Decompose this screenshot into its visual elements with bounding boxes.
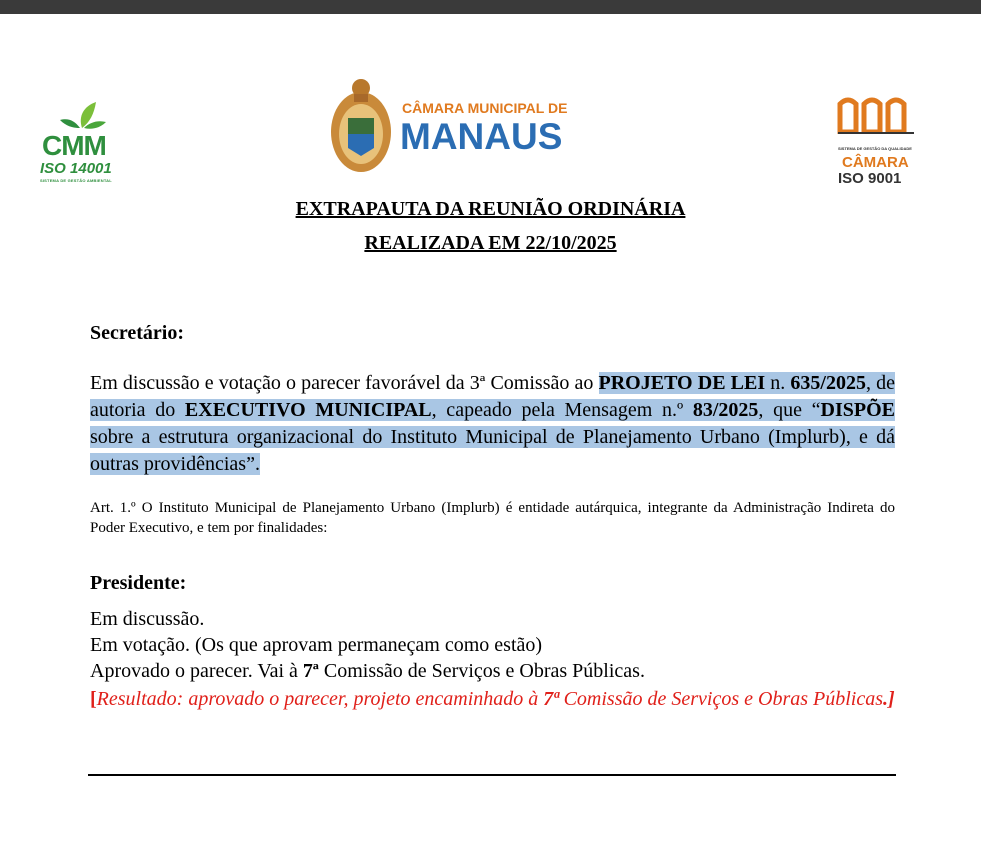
mensagem-number-text: 83/2025: [692, 399, 759, 421]
cmm-sub-text: SISTEMA DE GESTÃO AMBIENTAL: [40, 178, 112, 183]
bottom-divider: [88, 774, 896, 776]
camara-iso9001-logo: [836, 106, 922, 188]
document-page: [0, 14, 981, 851]
para-text-5: , que “: [758, 399, 821, 421]
para-text-2: n.: [765, 372, 791, 394]
article-text: Art. 1.º O Instituto Municipal de Planejamento Urbano (Implurb) é entidade autárquica, integrante da Administração Indireta do Poder Executivo, e tem por finalidades:: [90, 500, 895, 536]
presidente-lines: [90, 606, 895, 684]
para-text-1: Em discussão e votação o parecer favorável da 3ª Comissão ao: [90, 372, 599, 394]
result-commission-number: 7ª: [543, 688, 559, 710]
camara-sub-text: SISTEMA DE GESTÃO DA QUALIDADE: [838, 146, 912, 151]
projeto-number-text: 635/2025: [790, 372, 866, 394]
viewer-top-bar: [0, 0, 981, 14]
result-close-bracket: .]: [883, 688, 895, 710]
line3-text-a: Aprovado o parecer. Vai à: [90, 660, 303, 682]
cmm-iso-text: ISO 14001: [40, 160, 112, 177]
secretario-label: Secretário:: [90, 322, 185, 344]
presidente-label: Presidente:: [90, 572, 187, 594]
line3-commission-number: 7ª: [302, 660, 319, 682]
secretario-paragraph[interactable]: [90, 370, 895, 478]
document-title-line2: REALIZADA EM 22/10/2025: [364, 232, 617, 254]
camara-manaus-logo: [326, 74, 576, 184]
result-text: [90, 686, 895, 712]
projeto-de-lei-text: PROJETO DE LEI: [598, 372, 766, 394]
executivo-municipal-text: EXECUTIVO MUNICIPAL: [184, 399, 432, 421]
arches-icon: [836, 94, 922, 134]
para-text-6: sobre a estrutura organizacional do Instituto Municipal de Planejamento Urbano (Implurb), e dá outras providências”.: [90, 426, 895, 475]
presidente-line-3: [90, 658, 895, 684]
dispoe-text: DISPÕE: [820, 399, 895, 421]
presidente-line-1: Em discussão.: [90, 608, 205, 630]
coat-of-arms-icon: [326, 74, 396, 184]
presidente-line-2: Em votação. (Os que aprovam permaneçam como estão): [90, 634, 543, 656]
camara-iso-text: ISO 9001: [838, 170, 902, 187]
manaus-text: MANAUS: [400, 116, 563, 157]
cmm-iso14001-logo: [38, 100, 124, 190]
result-text-b: Comissão de Serviços e Obras Públicas: [558, 688, 884, 710]
para-text-3: , de autoria do: [90, 372, 895, 421]
cmm-logo-text: CMM: [42, 130, 106, 161]
para-text-4: , capeado pela Mensagem n.º: [431, 399, 693, 421]
line3-text-c: Comissão de Serviços e Obras Públicas.: [318, 660, 645, 682]
result-open-bracket: [: [90, 688, 97, 710]
result-text-a: Resultado: aprovado o parecer, projeto encaminhado à: [96, 688, 544, 710]
document-title-line1: EXTRAPAUTA DA REUNIÃO ORDINÁRIA: [295, 198, 686, 220]
camara-municipal-text: CÂMARA MUNICIPAL DE: [402, 100, 568, 116]
leaf-icon: [38, 94, 124, 134]
camara-word-text: CÂMARA: [842, 154, 909, 171]
